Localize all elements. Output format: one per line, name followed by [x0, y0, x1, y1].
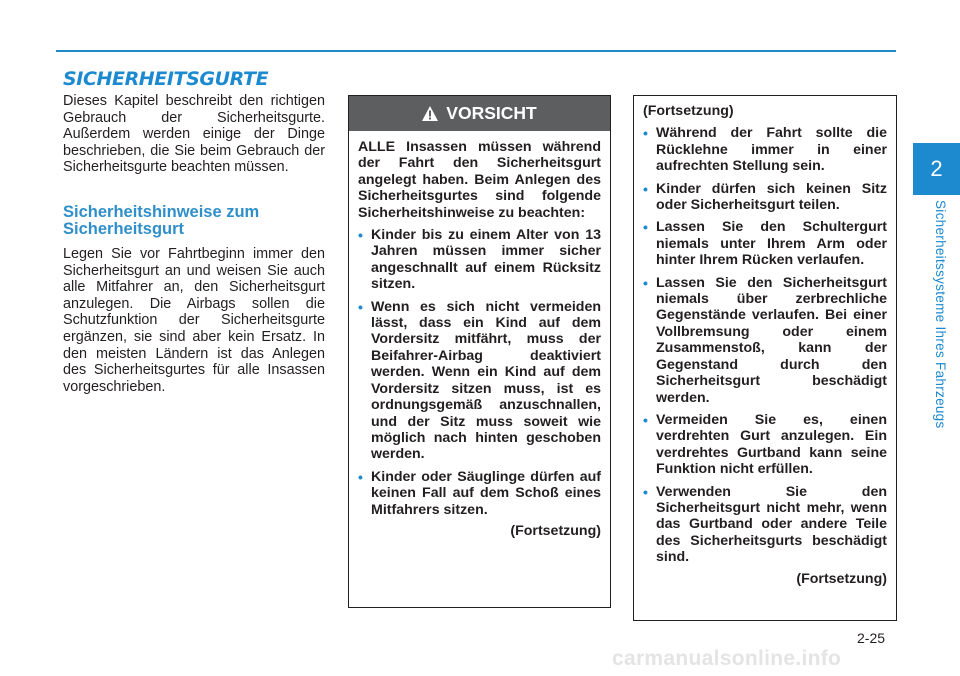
caution-intro: ALLE Insassen müssen während der Fahrt den Sicherheitsgurt angelegt haben. Beim Anlegen des Sicherheitsgurtes sind folgende Sicherheitshinweise zu beachten:	[358, 139, 601, 221]
caution-body	[349, 131, 610, 539]
continuation-header: (Fortsetzung)	[643, 103, 734, 119]
bullet-icon: •	[643, 483, 648, 500]
bullet-icon: •	[643, 125, 648, 142]
list-item	[643, 412, 887, 478]
continuation-body	[634, 96, 896, 587]
continuation-box	[633, 95, 897, 621]
body-paragraph: Legen Sie vor Fahrtbeginn immer den Sicherheitsgurt an und weisen Sie auch alle Mitfahrer an, den Sicherheitsgurt anzulegen. Die Airbags sollen die Schutzfunktion der Sicherheitsgurte ergänzen, sie sind aber kein Ersatz. In den meisten Ländern ist das Anlegen des Sicherheitsgurtes für alle Insassen vorgeschrieben.	[63, 245, 325, 395]
bullet-icon: •	[643, 411, 648, 428]
left-column	[63, 93, 325, 395]
list-item-text: Kinder oder Säuglinge dürfen auf keinen Fall auf dem Schoß eines Mitfahrers sitzen.	[371, 468, 601, 518]
list-item-text: Kinder bis zu einem Alter von 13 Jahren müssen immer sicher angeschnallt auf einem Rücksitz sitzen.	[371, 227, 601, 293]
chapter-tab	[913, 143, 960, 195]
list-item	[358, 227, 601, 293]
list-item	[643, 275, 887, 406]
caution-list	[358, 227, 601, 518]
subheading: Sicherheitshinweise zum Sicherheitsgurt	[63, 202, 260, 238]
list-item-text: Kinder dürfen sich keinen Sitz oder Sicherheitsgurt teilen.	[656, 180, 887, 214]
list-item	[358, 469, 601, 518]
bullet-icon: •	[643, 219, 648, 236]
list-item-text: Während der Fahrt sollte die Rücklehne immer in einer aufrechten Stellung sein.	[656, 125, 887, 175]
bullet-icon: •	[358, 298, 363, 315]
list-item	[643, 219, 887, 268]
list-item	[643, 125, 887, 174]
intro-paragraph: Dieses Kapitel beschreibt den richtigen Gebrauch der Sicherheitsgurte. Außerdem werden einige der Dinge beschrieben, die Sie beim Gebrauch der Sicherheitsgurte beachten müssen.	[63, 93, 325, 176]
continued-label: (Fortsetzung)	[796, 570, 887, 587]
section-title: SICHERHEITSGURTE	[63, 68, 269, 90]
continuation-list	[643, 125, 887, 565]
caution-header	[349, 96, 610, 131]
bullet-icon: •	[358, 468, 363, 485]
list-item-text: Verwenden Sie den Sicherheitsgurt nicht mehr, wenn das Gurtband oder andere Teile des Sicherheitsgurts beschädigt sind.	[656, 483, 887, 566]
continued-label: (Fortsetzung)	[510, 522, 601, 539]
bullet-icon: •	[643, 274, 648, 291]
watermark: carmanualsonline.info	[612, 647, 842, 670]
list-item	[358, 299, 601, 463]
list-item-text: Lassen Sie den Sicherheitsgurt niemals über zerbrechliche Gegenstände verlaufen. Bei einer Vollbremsung oder einem Zusammenstoß, kann der Gegenstand durch den Sicherheitsgurt beschädigt werden.	[656, 274, 887, 406]
caution-title: VORSICHT	[446, 103, 537, 123]
warning-triangle-icon	[422, 106, 438, 121]
caution-box	[348, 95, 611, 608]
bullet-icon: •	[643, 180, 648, 197]
list-item-text: Lassen Sie den Schultergurt niemals unter Ihrem Arm oder hinter Ihrem Rücken verlaufen.	[656, 219, 887, 269]
list-item	[643, 484, 887, 566]
page-number: 2-25	[857, 630, 886, 646]
chapter-number: 2	[930, 156, 943, 181]
list-item-text: Vermeiden Sie es, einen verdrehten Gurt anzulegen. Ein verdrehtes Gurtband kann seine Funktion nicht erfüllen.	[656, 411, 887, 478]
bullet-icon: •	[358, 227, 363, 244]
chapter-title: Sicherheitssysteme Ihres Fahrzeugs	[933, 200, 948, 429]
top-rule	[56, 50, 896, 52]
list-item	[643, 181, 887, 214]
list-item-text: Wenn es sich nicht vermeiden lässt, dass ein Kind auf dem Vordersitz mitfährt, muss der Beifahrer-Airbag deaktiviert werden. Wenn ein Kind auf dem Vordersitz sitzen muss, ist es ordnungsgemäß anzuschnallen, und der Sitz muss soweit wie möglich nach hinten geschoben werden.	[371, 298, 601, 463]
